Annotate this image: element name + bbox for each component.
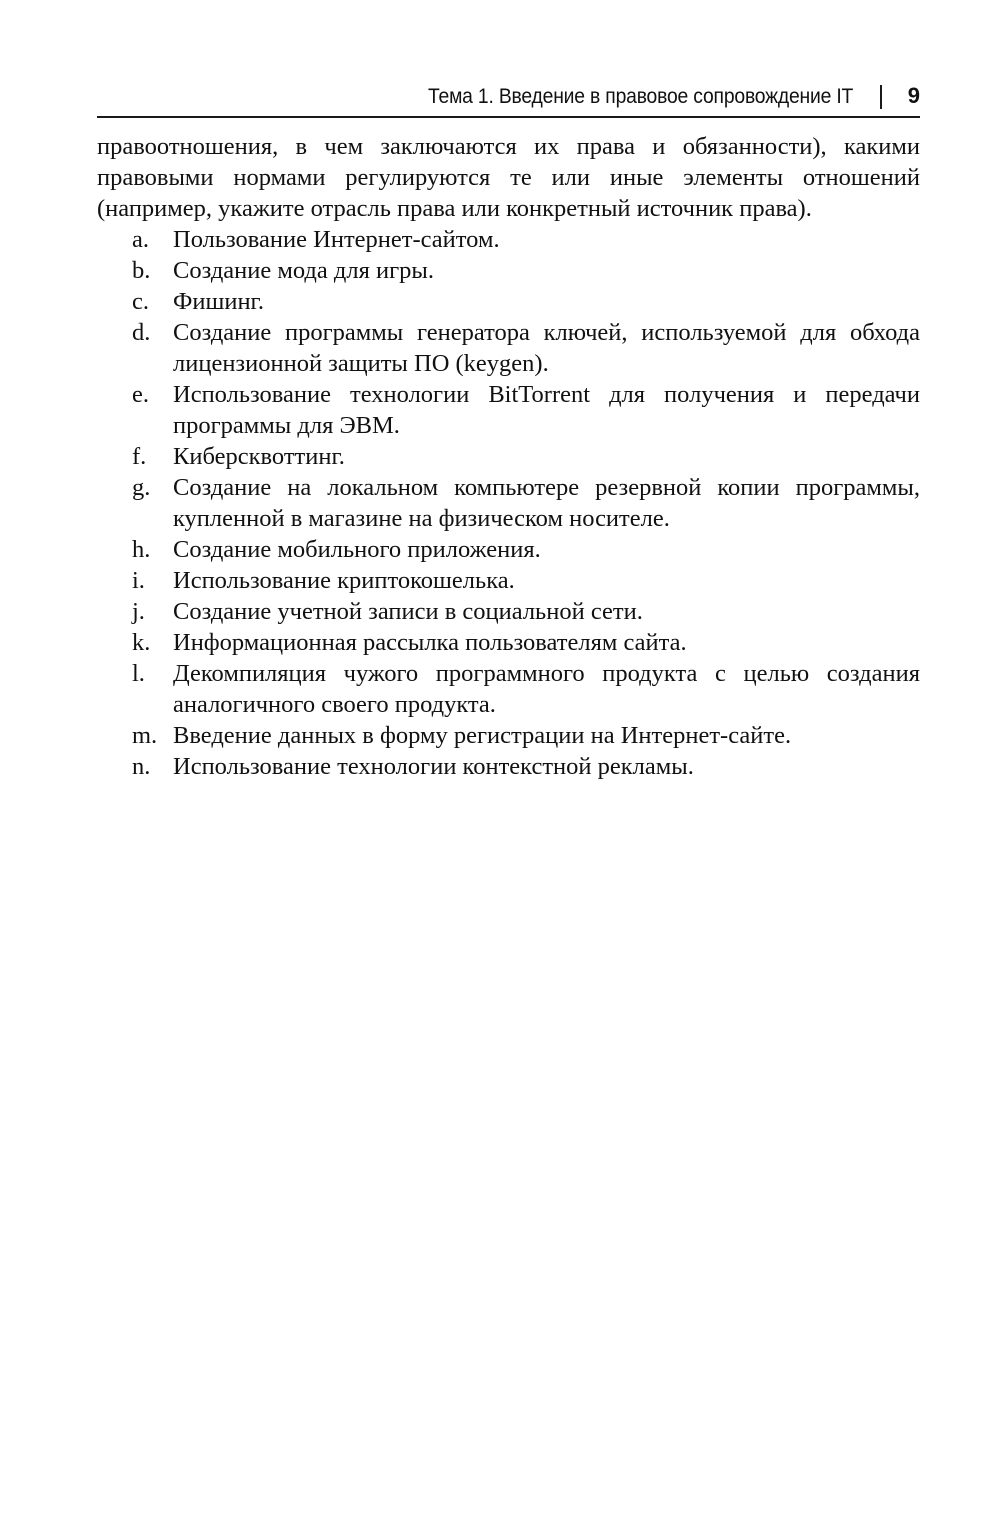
list-item (132, 596, 920, 627)
list-item (132, 534, 920, 565)
list-item-text: Фишинг. (173, 288, 264, 315)
list-item (132, 317, 920, 379)
running-header (97, 82, 920, 118)
list-item-text: Создание учетной записи в социальной сети. (173, 598, 643, 625)
list-marker: m. (132, 722, 158, 749)
list-item-text: Создание мобильного приложения. (173, 536, 541, 563)
list-marker: i. (132, 567, 145, 594)
exercise-list (97, 224, 920, 782)
list-item (132, 720, 920, 751)
list-item-text: Киберсквоттинг. (173, 443, 345, 470)
page-number: 9 (907, 83, 920, 108)
list-item-text: Введение данных в форму регистрации на Интернет-сайте. (173, 722, 792, 749)
list-item-text: Использование криптокошелька. (173, 567, 515, 594)
body-text (97, 131, 920, 782)
list-marker: l. (132, 660, 145, 687)
list-item (132, 658, 920, 720)
intro-paragraph: правоотношения, в чем заключаются их права и обязанности), какими правовыми нормами регулируются те или иные элементы отношений (например, укажите отрасль права или конкретный источник права). (97, 133, 920, 222)
list-marker: a. (132, 226, 149, 253)
list-item-text: Информационная рассылка пользователям сайта. (173, 629, 687, 656)
list-marker: c. (132, 288, 149, 315)
list-marker: f. (132, 443, 147, 470)
list-item (132, 224, 920, 255)
list-marker: k. (132, 629, 151, 656)
list-marker: g. (132, 474, 151, 501)
list-marker: n. (132, 753, 151, 780)
list-item (132, 441, 920, 472)
list-item (132, 751, 920, 782)
list-item (132, 565, 920, 596)
list-marker: h. (132, 536, 151, 563)
list-item-text: Пользование Интернет-сайтом. (173, 226, 500, 253)
list-item-text: Декомпиляция чужого программного продукта с целью создания аналогичного своего продукта. (173, 660, 920, 718)
list-item (132, 255, 920, 286)
header-divider (880, 85, 882, 109)
list-item-text: Создание на локальном компьютере резервной копии программы, купленной в магазине на физическом носителе. (173, 474, 920, 532)
list-item-text: Использование технологии контекстной рекламы. (173, 753, 694, 780)
list-item (132, 627, 920, 658)
list-item (132, 472, 920, 534)
list-marker: e. (132, 381, 149, 408)
list-item (132, 286, 920, 317)
list-item-text: Создание мода для игры. (173, 257, 434, 284)
list-item-text: Создание программы генератора ключей, используемой для обхода лицензионной защиты ПО (keygen). (173, 319, 920, 377)
list-item-text: Использование технологии BitTorrent для получения и передачи программы для ЭВМ. (173, 381, 920, 439)
list-item (132, 379, 920, 441)
running-title: Тема 1. Введение в правовое сопровождение IT (427, 85, 853, 108)
list-marker: j. (132, 598, 145, 625)
list-marker: b. (132, 257, 151, 284)
list-marker: d. (132, 319, 151, 346)
